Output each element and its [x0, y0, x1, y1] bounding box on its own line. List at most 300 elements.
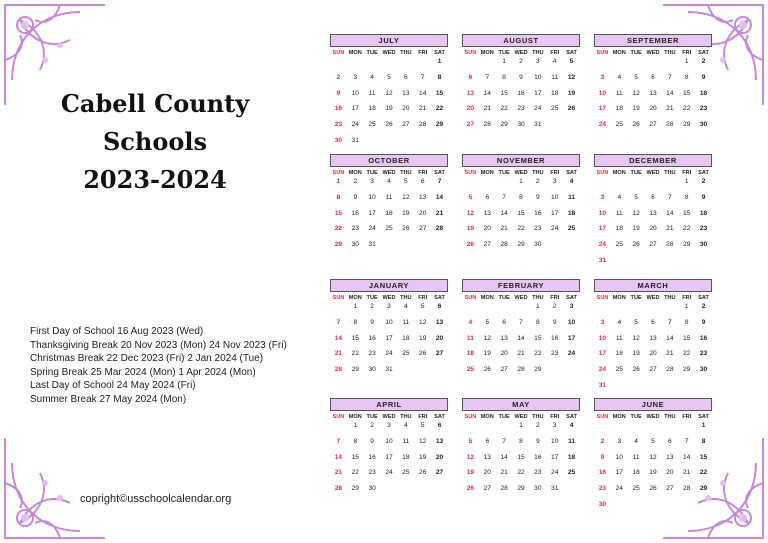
date-cell: 22: [683, 105, 691, 113]
date-cell: 29: [517, 241, 525, 249]
weekday-label: WED: [514, 50, 528, 56]
date-cell: 4: [569, 422, 574, 429]
empty-cell: [611, 421, 628, 437]
date-cell: 20: [649, 225, 657, 233]
weekday-label: WED: [646, 295, 660, 301]
date-cell: 7: [485, 73, 490, 81]
date-cell: 25: [615, 366, 623, 374]
date-cell: 19: [402, 209, 410, 217]
date-cell: 21: [435, 209, 444, 217]
date-cell: 28: [666, 121, 674, 129]
date-cell: 29: [683, 241, 691, 249]
date-cell: 8: [502, 73, 506, 81]
date-cell: 5: [387, 73, 391, 81]
weekday-header: [594, 170, 712, 176]
date-cell: 21: [666, 350, 674, 358]
date-cell: 29: [699, 485, 708, 493]
date-cell: 14: [500, 209, 508, 217]
weekday-label: MON: [480, 50, 494, 56]
date-cell: 11: [385, 193, 393, 201]
date-cell: 4: [617, 318, 622, 326]
date-grid: [594, 421, 712, 516]
date-cell: 7: [668, 193, 672, 201]
date-cell: 28: [334, 366, 343, 374]
month-may: [462, 398, 580, 500]
date-cell: 11: [466, 334, 474, 342]
date-cell: 4: [468, 318, 473, 326]
weekday-label: TUE: [366, 414, 378, 420]
weekday-label: TUE: [630, 414, 642, 420]
date-cell: 17: [598, 350, 607, 358]
weekday-label: TUE: [366, 50, 378, 56]
empty-cell: [479, 177, 496, 193]
weekday-header: [594, 414, 712, 420]
date-cell: 14: [435, 193, 444, 201]
date-cell: 11: [368, 89, 376, 97]
date-cell: 30: [368, 485, 376, 493]
event-item: Summer Break 27 May 2024 (Mon): [30, 393, 187, 405]
date-cell: 9: [552, 318, 557, 326]
date-cell: 31: [351, 136, 359, 144]
date-cell: 3: [600, 193, 605, 201]
date-cell: 17: [368, 209, 376, 217]
empty-cell: [645, 421, 662, 437]
empty-cell: [330, 302, 347, 318]
date-cell: 7: [684, 437, 689, 445]
date-cell: 12: [419, 437, 427, 445]
weekday-label: SUN: [464, 50, 477, 56]
date-cell: 12: [632, 209, 640, 217]
date-cell: 1: [336, 178, 341, 185]
month-name: MAY: [462, 398, 580, 411]
date-cell: 25: [567, 469, 576, 477]
date-cell: 20: [649, 105, 657, 113]
date-cell: 15: [351, 453, 359, 461]
date-cell: 18: [632, 469, 640, 477]
date-cell: 11: [402, 318, 410, 326]
weekday-label: FRI: [550, 295, 560, 301]
date-cell: 25: [385, 225, 393, 233]
month-name: APRIL: [330, 398, 448, 411]
month-name: NOVEMBER: [462, 154, 580, 167]
empty-cell: [397, 57, 414, 73]
date-cell: 1: [684, 178, 689, 185]
date-cell: 10: [551, 437, 559, 445]
weekday-label: FRI: [418, 50, 428, 56]
date-cell: 17: [551, 453, 559, 461]
date-cell: 12: [483, 334, 491, 342]
date-cell: 27: [435, 469, 444, 477]
date-cell: 28: [666, 241, 674, 249]
weekday-label: TUE: [498, 50, 510, 56]
date-cell: 3: [600, 318, 605, 326]
date-cell: 20: [419, 209, 427, 217]
date-cell: 18: [368, 105, 376, 113]
weekday-label: THU: [400, 170, 412, 176]
date-cell: 22: [517, 225, 525, 233]
date-cell: 26: [385, 121, 393, 129]
date-cell: 4: [370, 73, 374, 81]
empty-cell: [678, 421, 695, 437]
date-cell: 27: [666, 485, 674, 493]
date-cell: 24: [351, 121, 359, 129]
date-grid: [330, 177, 448, 256]
date-cell: 27: [649, 241, 657, 249]
date-cell: 31: [551, 485, 559, 493]
date-cell: 28: [483, 121, 491, 129]
date-cell: 20: [402, 105, 410, 113]
weekday-label: FRI: [682, 295, 692, 301]
date-cell: 24: [598, 366, 607, 374]
empty-cell: [628, 302, 645, 318]
weekday-label: SAT: [698, 295, 709, 301]
date-grid: [462, 177, 580, 256]
date-cell: 3: [353, 73, 358, 81]
date-cell: 11: [402, 437, 410, 445]
date-cell: 2: [701, 58, 706, 65]
weekday-label: WED: [646, 170, 660, 176]
date-cell: 11: [615, 209, 623, 217]
date-cell: 22: [699, 469, 708, 477]
weekday-label: WED: [646, 50, 660, 56]
title-line: Cabell County: [60, 89, 250, 118]
empty-cell: [594, 421, 611, 437]
date-cell: 21: [500, 469, 508, 477]
date-cell: 21: [666, 225, 674, 233]
empty-cell: [364, 57, 381, 73]
date-cell: 16: [334, 105, 343, 113]
date-cell: 4: [634, 437, 638, 445]
date-cell: 9: [519, 73, 523, 81]
date-cell: 23: [517, 105, 525, 113]
date-cell: 31: [368, 241, 376, 249]
date-cell: 19: [419, 334, 427, 342]
empty-cell: [611, 302, 628, 318]
weekday-label: FRI: [418, 295, 428, 301]
date-cell: 5: [420, 422, 425, 429]
date-cell: 20: [500, 350, 508, 358]
date-cell: 21: [334, 350, 343, 358]
date-cell: 24: [551, 225, 559, 233]
date-cell: 16: [368, 334, 376, 342]
date-cell: 26: [649, 485, 657, 493]
date-cell: 4: [569, 178, 574, 185]
date-cell: 4: [387, 178, 391, 185]
date-cell: 23: [351, 225, 359, 233]
date-cell: 1: [536, 303, 540, 310]
date-cell: 30: [351, 241, 359, 249]
date-cell: 6: [668, 437, 672, 445]
date-cell: 3: [600, 73, 605, 81]
date-cell: 27: [402, 121, 410, 129]
date-cell: 27: [649, 366, 657, 374]
date-cell: 7: [502, 193, 506, 201]
month-name: OCTOBER: [330, 154, 448, 167]
date-cell: 20: [435, 453, 444, 461]
date-cell: 19: [632, 225, 640, 233]
event-item: Spring Break 25 Mar 2024 (Mon) 1 Apr 2024 (Mon): [30, 366, 256, 378]
date-cell: 5: [468, 193, 473, 201]
weekday-header: [594, 295, 712, 301]
date-grid: [462, 302, 580, 381]
date-cell: 3: [370, 178, 374, 185]
empty-cell: [611, 57, 628, 73]
date-cell: 27: [483, 485, 491, 493]
date-cell: 9: [353, 193, 358, 201]
date-cell: 27: [419, 225, 427, 233]
date-cell: 29: [435, 121, 444, 129]
date-cell: 6: [651, 73, 655, 81]
date-cell: 19: [419, 453, 427, 461]
weekday-label: WED: [646, 414, 660, 420]
weekday-label: SUN: [596, 295, 609, 301]
date-cell: 30: [699, 366, 708, 374]
date-cell: 7: [668, 73, 672, 81]
date-cell: 23: [334, 121, 343, 129]
date-cell: 19: [483, 350, 491, 358]
date-cell: 26: [402, 225, 410, 233]
weekday-label: TUE: [498, 295, 510, 301]
date-cell: 25: [615, 121, 623, 129]
date-cell: 18: [615, 350, 623, 358]
date-grid: [330, 302, 448, 381]
date-cell: 15: [683, 89, 691, 97]
weekday-label: TUE: [498, 414, 510, 420]
empty-cell: [479, 421, 496, 437]
date-cell: 23: [699, 350, 708, 358]
weekday-label: MON: [348, 414, 362, 420]
empty-cell: [594, 57, 611, 73]
date-cell: 11: [632, 453, 640, 461]
date-cell: 23: [368, 350, 376, 358]
date-cell: 2: [370, 422, 374, 429]
weekday-label: MON: [348, 170, 362, 176]
date-cell: 22: [334, 225, 343, 233]
date-cell: 20: [466, 105, 475, 113]
weekday-label: FRI: [550, 414, 560, 420]
date-cell: 26: [632, 366, 640, 374]
weekday-label: THU: [664, 414, 676, 420]
date-cell: 6: [437, 303, 442, 310]
empty-cell: [661, 421, 678, 437]
date-cell: 26: [483, 366, 491, 374]
date-cell: 1: [353, 303, 358, 310]
date-cell: 11: [615, 89, 623, 97]
date-cell: 15: [534, 334, 542, 342]
date-cell: 15: [517, 209, 525, 217]
date-cell: 1: [519, 178, 523, 185]
date-cell: 20: [483, 225, 491, 233]
date-cell: 26: [466, 241, 475, 249]
date-cell: 18: [615, 225, 623, 233]
date-grid: [594, 177, 712, 272]
date-cell: 4: [404, 422, 408, 429]
date-cell: 12: [466, 209, 475, 217]
date-cell: 24: [368, 225, 376, 233]
weekday-label: SAT: [698, 50, 709, 56]
date-cell: 13: [483, 453, 491, 461]
date-cell: 17: [598, 105, 607, 113]
date-cell: 29: [683, 366, 691, 374]
date-cell: 2: [519, 58, 523, 65]
date-cell: 7: [336, 318, 341, 326]
empty-cell: [496, 421, 513, 437]
date-cell: 6: [437, 422, 442, 429]
date-cell: 23: [551, 350, 559, 358]
date-cell: 24: [598, 241, 607, 249]
date-cell: 14: [683, 453, 691, 461]
empty-cell: [628, 177, 645, 193]
date-grid: [462, 57, 580, 136]
date-cell: 29: [534, 366, 542, 374]
date-cell: 20: [649, 350, 657, 358]
date-cell: 22: [351, 469, 359, 477]
date-cell: 28: [435, 225, 444, 233]
date-grid: [594, 302, 712, 397]
date-cell: 9: [536, 437, 540, 445]
date-cell: 9: [701, 193, 706, 201]
corner-ornament-bottom-left: [0, 433, 110, 543]
weekday-label: SUN: [596, 170, 609, 176]
date-cell: 17: [534, 89, 542, 97]
month-name: SEPTEMBER: [594, 34, 712, 47]
weekday-label: MON: [612, 50, 626, 56]
date-grid: [462, 421, 580, 500]
date-cell: 9: [701, 318, 706, 326]
date-cell: 11: [551, 73, 559, 81]
date-cell: 16: [351, 209, 359, 217]
date-cell: 31: [598, 256, 607, 264]
weekday-header: [330, 50, 448, 56]
date-cell: 14: [666, 334, 674, 342]
weekday-label: MON: [348, 50, 362, 56]
date-cell: 10: [368, 193, 376, 201]
weekday-label: TUE: [630, 50, 642, 56]
date-cell: 14: [334, 334, 343, 342]
month-september: [594, 34, 712, 136]
month-name: MARCH: [594, 279, 712, 292]
weekday-label: WED: [382, 295, 396, 301]
month-december: [594, 154, 712, 272]
empty-cell: [496, 302, 513, 318]
empty-cell: [496, 177, 513, 193]
date-cell: 30: [534, 241, 542, 249]
date-grid: [330, 57, 448, 152]
date-cell: 13: [500, 334, 508, 342]
date-cell: 14: [419, 89, 427, 97]
date-cell: 15: [334, 209, 343, 217]
date-cell: 12: [385, 89, 393, 97]
weekday-label: SAT: [434, 50, 445, 56]
date-cell: 10: [534, 73, 542, 81]
date-cell: 19: [385, 105, 393, 113]
date-cell: 13: [649, 334, 657, 342]
weekday-header: [330, 414, 448, 420]
page-title: [40, 85, 270, 199]
weekday-label: SAT: [698, 170, 709, 176]
empty-cell: [462, 302, 479, 318]
date-cell: 24: [598, 121, 607, 129]
weekday-header: [330, 295, 448, 301]
weekday-label: MON: [480, 170, 494, 176]
date-cell: 26: [632, 241, 640, 249]
date-cell: 16: [517, 89, 525, 97]
weekday-label: TUE: [366, 295, 378, 301]
empty-cell: [661, 177, 678, 193]
weekday-label: SUN: [332, 414, 345, 420]
date-cell: 30: [699, 121, 708, 129]
date-cell: 19: [632, 105, 640, 113]
date-cell: 9: [336, 89, 341, 97]
date-cell: 25: [466, 366, 475, 374]
date-cell: 6: [651, 193, 655, 201]
date-cell: 6: [485, 193, 490, 201]
date-cell: 31: [534, 121, 542, 129]
date-cell: 8: [536, 318, 540, 326]
month-march: [594, 279, 712, 397]
weekday-label: THU: [664, 295, 676, 301]
date-cell: 28: [500, 241, 508, 249]
date-cell: 5: [468, 437, 473, 445]
empty-cell: [330, 57, 347, 73]
date-cell: 7: [420, 73, 425, 81]
date-cell: 14: [517, 334, 525, 342]
date-cell: 10: [551, 193, 559, 201]
month-name: JULY: [330, 34, 448, 47]
date-cell: 9: [701, 73, 706, 81]
month-name: AUGUST: [462, 34, 580, 47]
weekday-label: FRI: [550, 170, 560, 176]
date-cell: 13: [466, 89, 475, 97]
date-cell: 17: [351, 105, 359, 113]
date-cell: 25: [368, 121, 376, 129]
month-name: DECEMBER: [594, 154, 712, 167]
month-april: [330, 398, 448, 500]
weekday-label: TUE: [630, 170, 642, 176]
floral-ornament-icon: [0, 433, 110, 543]
weekday-label: SUN: [332, 295, 345, 301]
date-grid: [330, 421, 448, 500]
weekday-label: SAT: [566, 414, 577, 420]
month-name: JUNE: [594, 398, 712, 411]
empty-cell: [381, 57, 398, 73]
weekday-label: SUN: [332, 170, 345, 176]
month-october: [330, 154, 448, 256]
date-cell: 1: [502, 58, 506, 65]
date-cell: 9: [370, 318, 374, 326]
empty-cell: [645, 177, 662, 193]
date-cell: 4: [404, 303, 408, 310]
date-cell: 3: [617, 437, 622, 445]
empty-cell: [462, 57, 479, 73]
month-name: FEBRUARY: [462, 279, 580, 292]
weekday-label: THU: [532, 170, 544, 176]
date-cell: 29: [334, 241, 343, 249]
weekday-label: SAT: [434, 295, 445, 301]
date-cell: 16: [598, 469, 607, 477]
weekday-label: THU: [532, 295, 544, 301]
date-cell: 13: [666, 453, 674, 461]
date-cell: 25: [567, 225, 576, 233]
date-grid: [594, 57, 712, 136]
date-cell: 22: [683, 225, 691, 233]
date-cell: 18: [567, 209, 576, 217]
date-cell: 26: [419, 469, 427, 477]
date-cell: 13: [483, 209, 491, 217]
weekday-label: SAT: [434, 170, 445, 176]
date-cell: 24: [567, 350, 576, 358]
weekday-header: [594, 50, 712, 56]
